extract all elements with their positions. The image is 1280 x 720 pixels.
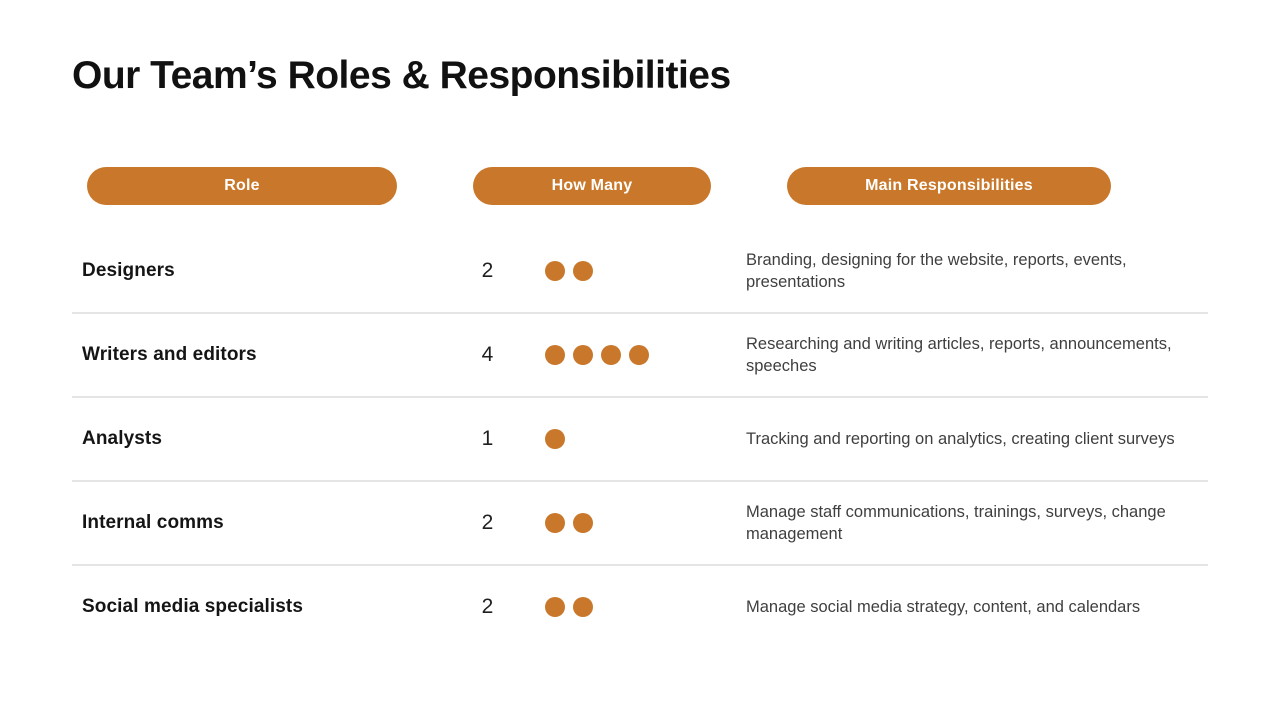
column-header-how-many-label: How Many: [551, 177, 633, 194]
count-value: 1: [481, 427, 494, 450]
count-value: 2: [481, 511, 494, 534]
role-name: Analysts: [82, 428, 163, 449]
table-row: [72, 482, 1208, 566]
count-dot-icon: [629, 345, 649, 365]
count-dot-icon: [545, 261, 565, 281]
role-name: Writers and editors: [82, 344, 257, 365]
count-dots: [515, 261, 746, 281]
count-dot-icon: [573, 513, 593, 533]
roles-table: [72, 230, 1208, 648]
count-dot-icon: [573, 597, 593, 617]
responsibilities-text: Researching and writing articles, reports, announcements, speeches: [746, 335, 1172, 375]
responsibilities-text: Branding, designing for the website, reports, events, presentations: [746, 251, 1127, 291]
count-dot-icon: [573, 345, 593, 365]
table-row: [72, 566, 1208, 648]
role-name: Designers: [82, 260, 175, 281]
count-value: 2: [481, 259, 494, 282]
page-title: Our Team’s Roles & Responsibilities: [72, 54, 731, 97]
count-dot-icon: [573, 261, 593, 281]
count-dots: [515, 345, 746, 365]
responsibilities-text: Tracking and reporting on analytics, creating client surveys: [746, 430, 1175, 448]
role-name: Social media specialists: [82, 596, 304, 617]
table-row: [72, 314, 1208, 398]
column-header-role: [87, 167, 397, 205]
count-dot-icon: [545, 429, 565, 449]
count-dots: [515, 513, 746, 533]
table-row: [72, 398, 1208, 482]
responsibilities-text: Manage staff communications, trainings, surveys, change management: [746, 503, 1166, 543]
column-header-how-many: [473, 167, 711, 205]
column-header-role-label: Role: [224, 177, 260, 194]
count-dots: [515, 429, 746, 449]
role-name: Internal comms: [82, 512, 224, 533]
count-value: 4: [481, 343, 494, 366]
column-header-main-responsibilities: [787, 167, 1111, 205]
responsibilities-text: Manage social media strategy, content, and calendars: [746, 598, 1141, 616]
count-dot-icon: [545, 513, 565, 533]
table-header-row: [72, 167, 1208, 205]
count-dot-icon: [545, 345, 565, 365]
count-dot-icon: [601, 345, 621, 365]
count-value: 2: [481, 595, 494, 618]
count-dots: [515, 597, 746, 617]
column-header-main-responsibilities-label: Main Responsibilities: [865, 177, 1033, 194]
table-row: [72, 230, 1208, 314]
count-dot-icon: [545, 597, 565, 617]
